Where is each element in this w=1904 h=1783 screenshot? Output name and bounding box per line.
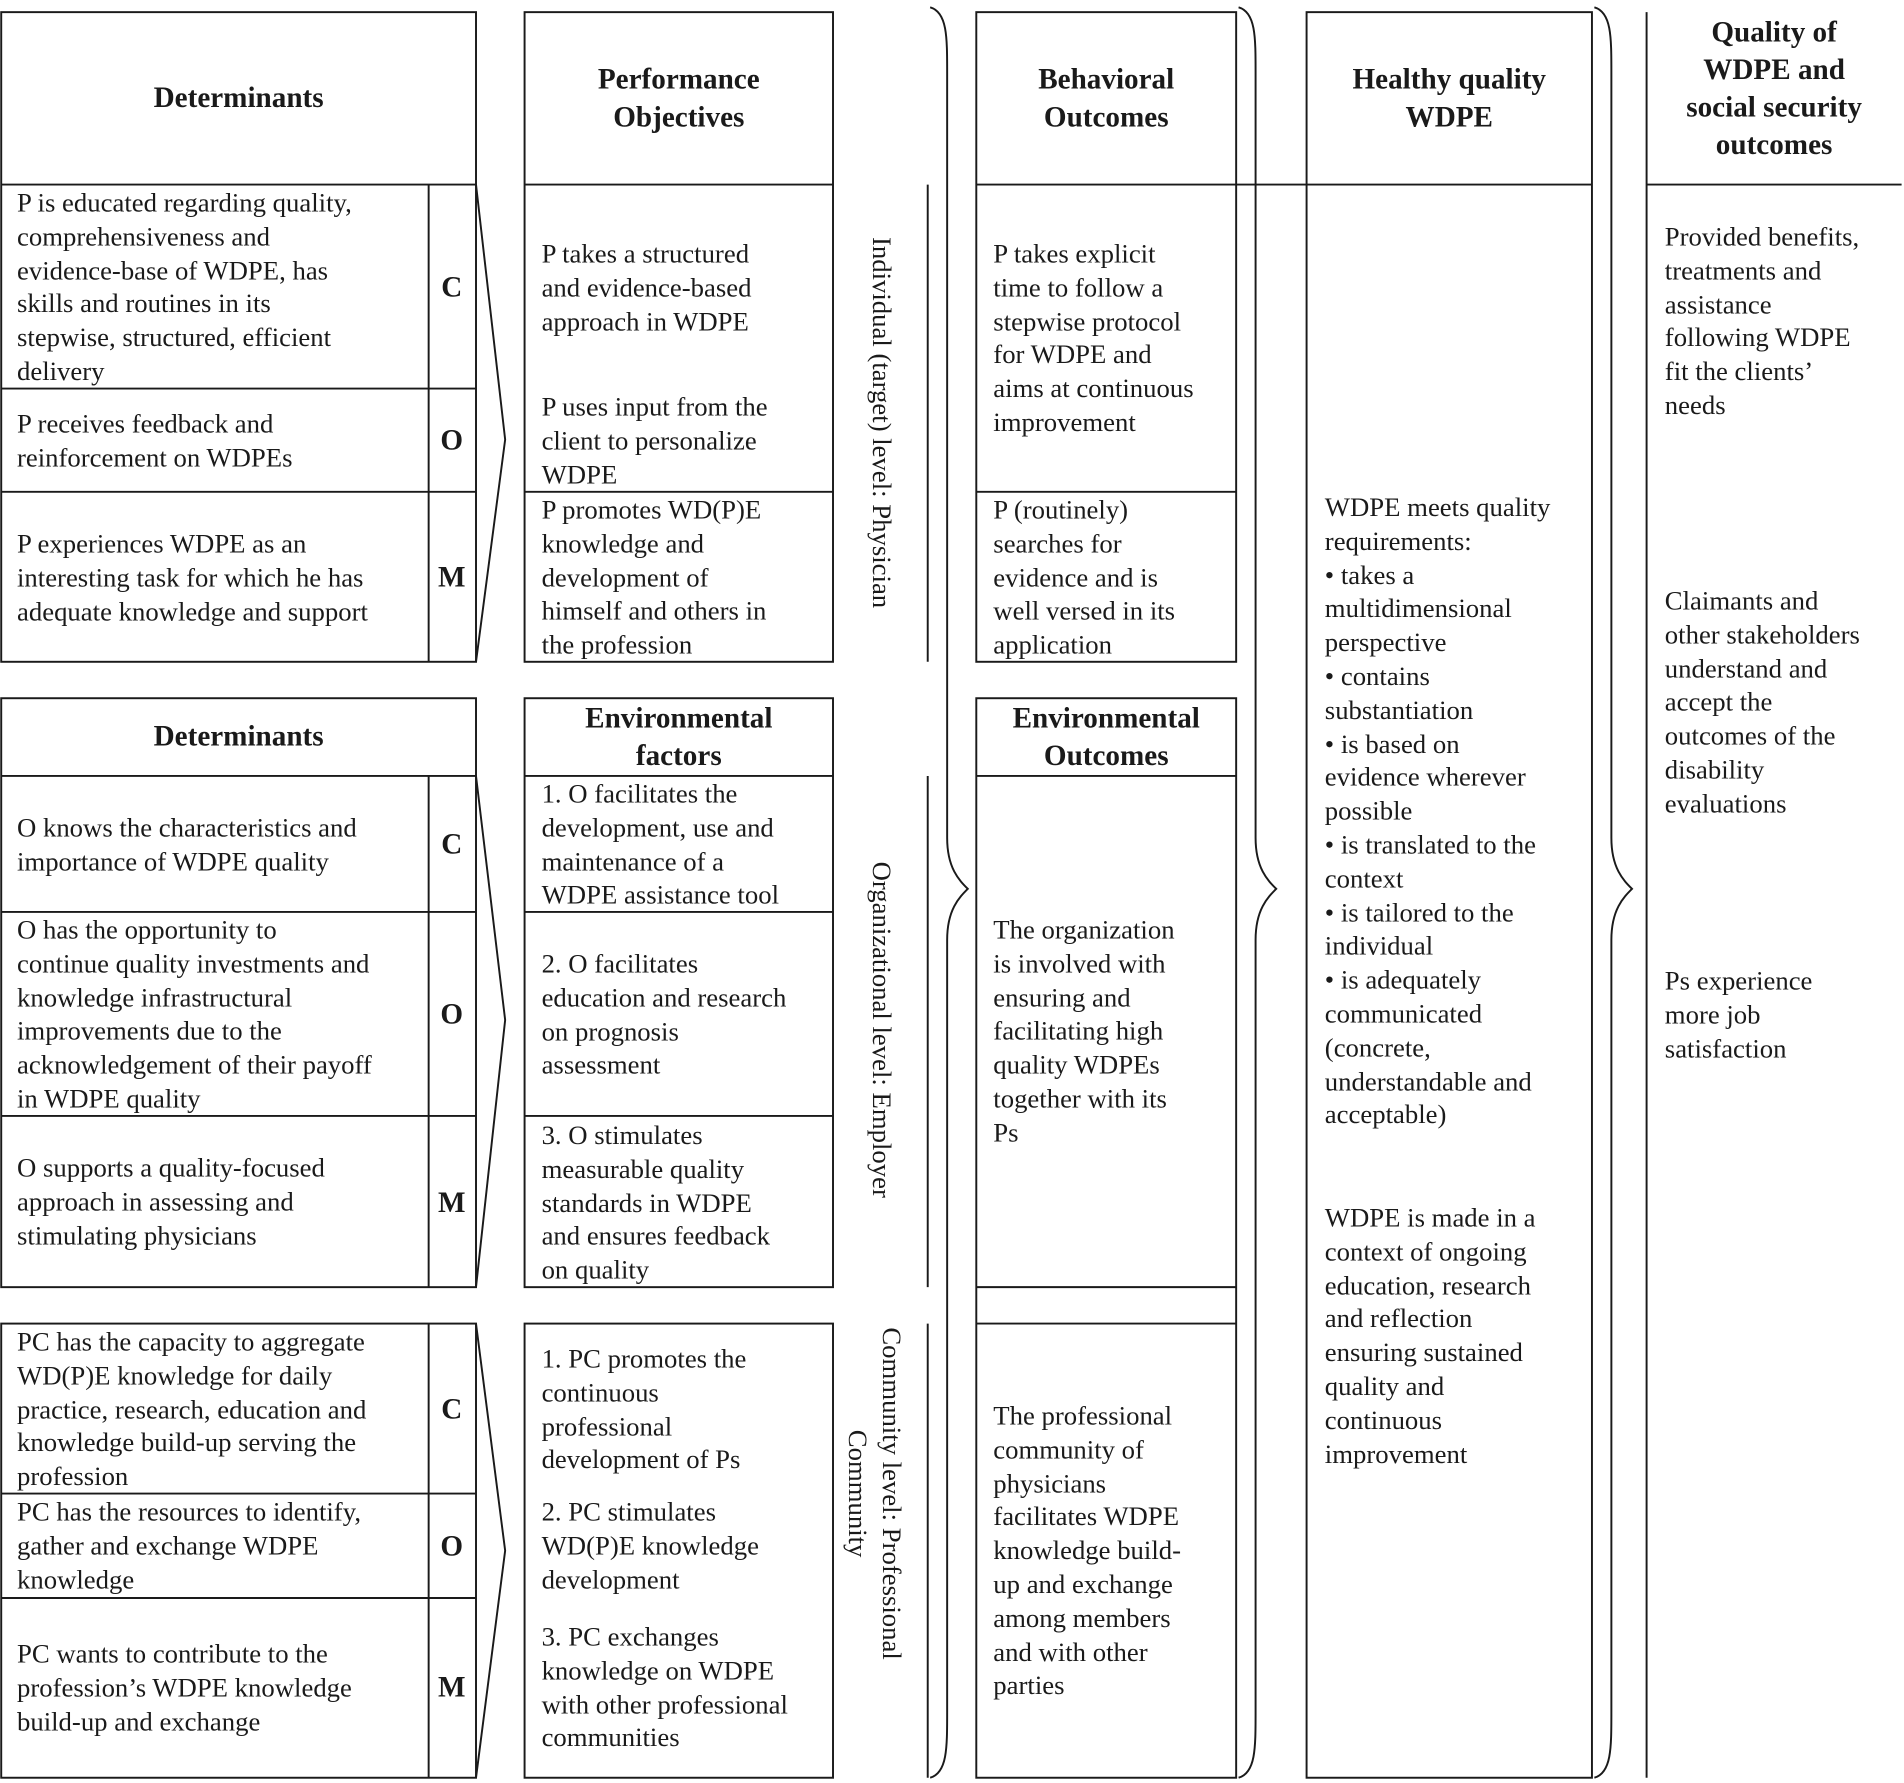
org-factor-quality-standards: 3. O stimulates measurable quality standards in WDPE and ensures feedback on quality xyxy=(541,1119,771,1285)
outcome-job-satisfaction: Ps experience more job satisfaction xyxy=(1664,965,1813,1064)
outcome-benefits-fit: Provided benefits, treatments and assistance following WDPE fit the clients’ needs xyxy=(1664,221,1860,421)
community-determinant-m: PC wants to contribute to the profession’s WDPE knowledge build-up and exchange xyxy=(17,1638,352,1736)
community-factor-professional-development: 1. PC promotes the continuous professional development of Ps xyxy=(541,1343,747,1475)
quality-requirements-list: WDPE meets quality requirements: • takes a multidimensional perspective • contains substantiation • is based on evidence wherever possible • is translated to the context • is tailored to the individual • is adequately communicated (concrete, understandable and acceptable) xyxy=(1324,491,1551,1130)
outcome-stakeholder-acceptance: Claimants and other stakeholders understand and accept the outcomes of the disability evaluations xyxy=(1664,585,1860,819)
individual-level-label: Individual (target) level: Physician xyxy=(867,236,898,609)
brace-quality xyxy=(1594,7,1632,1777)
individual-determinant-m: P experiences WDPE as an interesting task for which he has adequate knowledge and support xyxy=(17,528,368,627)
org-letter-c: C xyxy=(441,829,463,861)
organizational-level-label: Organizational level: Employer xyxy=(867,861,898,1198)
objective-promotes-knowledge: P promotes WD(P)E knowledge and development of himself and others in the profession xyxy=(541,494,767,660)
objective-structured-approach: P takes a structured and evidence-based approach in WDPE xyxy=(541,238,752,336)
healthy-quality-header: Healthy quality WDPE xyxy=(1352,64,1547,134)
org-determinant-m: O supports a quality-focused approach in assessing and stimulating physicians xyxy=(17,1152,325,1251)
individual-letter-o: O xyxy=(440,425,464,457)
environmental-factors-header: Environmental factors xyxy=(585,703,773,773)
community-factor-knowledge-exchange: 3. PC exchanges knowledge on WDPE with other professional communities xyxy=(541,1621,788,1753)
community-factor-knowledge-development: 2. PC stimulates WD(P)E knowledge development xyxy=(541,1496,759,1594)
behavioral-outcome-evidence: P (routinely) searches for evidence and is well versed in its application xyxy=(993,494,1176,660)
community-level-label: Community level: Professional Community xyxy=(842,1327,908,1660)
objective-client-input: P uses input from the client to personalize WDPE xyxy=(541,391,768,489)
determinants-header: Determinants xyxy=(153,82,324,115)
brace-levels xyxy=(930,7,968,1777)
individual-chevron xyxy=(476,185,505,662)
performance-objectives-header: Performance Objectives xyxy=(597,64,760,134)
org-letter-o: O xyxy=(440,999,464,1031)
ongoing-education-context: WDPE is made in a context of ongoing education, research and reflection ensuring sustained quality and continuous improvement xyxy=(1324,1202,1536,1469)
organizational-chevron xyxy=(476,776,505,1287)
individual-letter-c: C xyxy=(441,272,463,304)
behavioral-outcome-protocol: P takes explicit time to follow a stepwise protocol for WDPE and aims at continuous improvement xyxy=(993,238,1194,438)
environmental-outcomes-header: Environmental Outcomes xyxy=(1012,703,1200,773)
org-factor-education-research: 2. O facilitates education and research on prognosis assessment xyxy=(541,948,787,1080)
org-letter-m: M xyxy=(437,1187,466,1220)
community-determinant-c: PC has the capacity to aggregate WD(P)E knowledge for daily practice, research, education and knowledge build-up serving the profession xyxy=(17,1326,367,1492)
community-environmental-outcome: The professional community of physicians facilitates WDPE knowledge build- up and exchange among members and with other parties xyxy=(993,1400,1182,1701)
quality-outcomes-header: Quality of WDPE and social security outcomes xyxy=(1686,17,1862,162)
behavioral-outcomes-header: Behavioral Outcomes xyxy=(1038,64,1175,134)
individual-letter-m: M xyxy=(437,562,466,594)
community-letter-o: O xyxy=(440,1531,464,1563)
community-letter-c: C xyxy=(441,1394,463,1426)
community-chevron xyxy=(476,1324,505,1778)
org-determinant-o: O has the opportunity to continue quality investments and knowledge infrastructural improvements due to the acknowledgement of their payoff in WDPE quality xyxy=(17,914,372,1114)
individual-determinant-c: P is educated regarding quality, comprehensiveness and evidence-base of WDPE, has skills and routines in its stepwise, structured, efficient delivery xyxy=(17,187,352,387)
org-factor-assistance-tool: 1. O facilitates the development, use and maintenance of a WDPE assistance tool xyxy=(541,778,780,910)
community-determinant-o: PC has the resources to identify, gather and exchange WDPE knowledge xyxy=(17,1496,362,1594)
individual-determinant-o: P receives feedback and reinforcement on WDPEs xyxy=(17,408,293,473)
org-determinant-c: O knows the characteristics and importance of WDPE quality xyxy=(17,812,357,877)
org-environmental-outcome: The organization is involved with ensuring and facilitating high quality WDPEs together with its Ps xyxy=(993,914,1175,1148)
brace-outcomes xyxy=(1239,7,1277,1777)
community-letter-m: M xyxy=(437,1672,466,1704)
org-determinants-header: Determinants xyxy=(153,721,324,753)
